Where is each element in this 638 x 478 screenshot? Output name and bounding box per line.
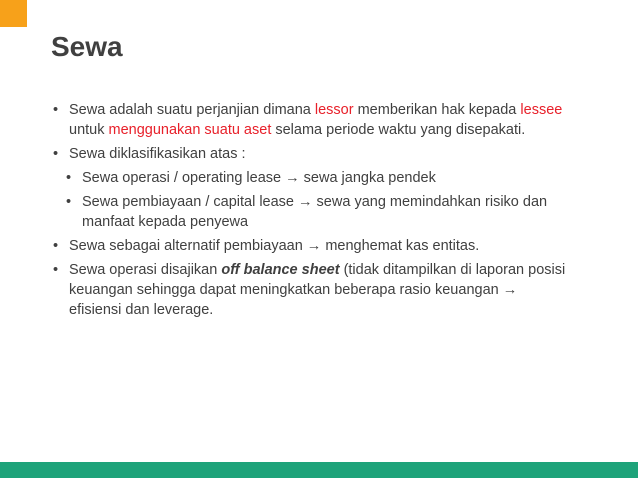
bullet-icon: • — [53, 238, 59, 254]
sub-bullet-capital-lease — [65, 192, 572, 232]
text-segment: Sewa operasi / operating lease — [82, 170, 286, 186]
bullet-icon: • — [66, 194, 72, 210]
emphasis-off-balance-sheet: off balance sheet — [221, 262, 340, 278]
bullet-item-financing-alternative — [52, 236, 572, 256]
bullet-item-definition — [52, 100, 572, 140]
slide-title: Sewa — [51, 31, 123, 62]
text-segment: memberikan hak kepada — [353, 102, 521, 118]
highlight-lessee: lessee — [520, 102, 563, 118]
bullet-item-classification — [52, 144, 572, 164]
text-segment: Sewa sebagai alternatif pembiayaan — [69, 238, 307, 254]
text-segment: Sewa diklasifikasikan atas : — [69, 146, 246, 162]
text-segment: selama periode waktu yang disepakati. — [271, 122, 526, 138]
text-segment: menghemat kas entitas. — [321, 238, 480, 254]
corner-accent — [0, 0, 27, 27]
highlight-asset-use: menggunakan suatu aset — [108, 122, 272, 138]
slide-content — [52, 100, 572, 324]
text-segment: Sewa pembiayaan / capital lease — [82, 194, 299, 210]
bullet-item-off-balance-sheet — [52, 260, 572, 320]
text-segment: untuk — [69, 122, 109, 138]
arrow-right-icon: → — [306, 238, 322, 254]
bullet-icon: • — [53, 262, 59, 278]
highlight-lessor: lessor — [314, 102, 354, 118]
text-segment: sewa jangka pendek — [299, 170, 436, 186]
text-segment: Sewa adalah suatu perjanjian dimana — [69, 102, 315, 118]
arrow-right-icon: → — [502, 282, 518, 298]
text-segment: Sewa operasi disajikan — [69, 262, 222, 278]
text-segment: (tidak ditampilkan di laporan posisi keuangan sehingga dapat meningkatkan beberapa rasio keuangan — [69, 262, 566, 298]
bullet-icon: • — [53, 146, 59, 162]
footer-bar — [0, 462, 638, 478]
bullet-icon: • — [66, 170, 72, 186]
bullet-icon: • — [53, 102, 59, 118]
sub-bullet-operating-lease — [65, 168, 572, 188]
arrow-right-icon: → — [298, 194, 313, 210]
text-segment: efisiensi dan leverage. — [69, 302, 214, 318]
text-segment: sewa yang memindahkan risiko dan manfaat kepada penyewa — [82, 194, 548, 230]
arrow-right-icon: → — [285, 170, 300, 186]
